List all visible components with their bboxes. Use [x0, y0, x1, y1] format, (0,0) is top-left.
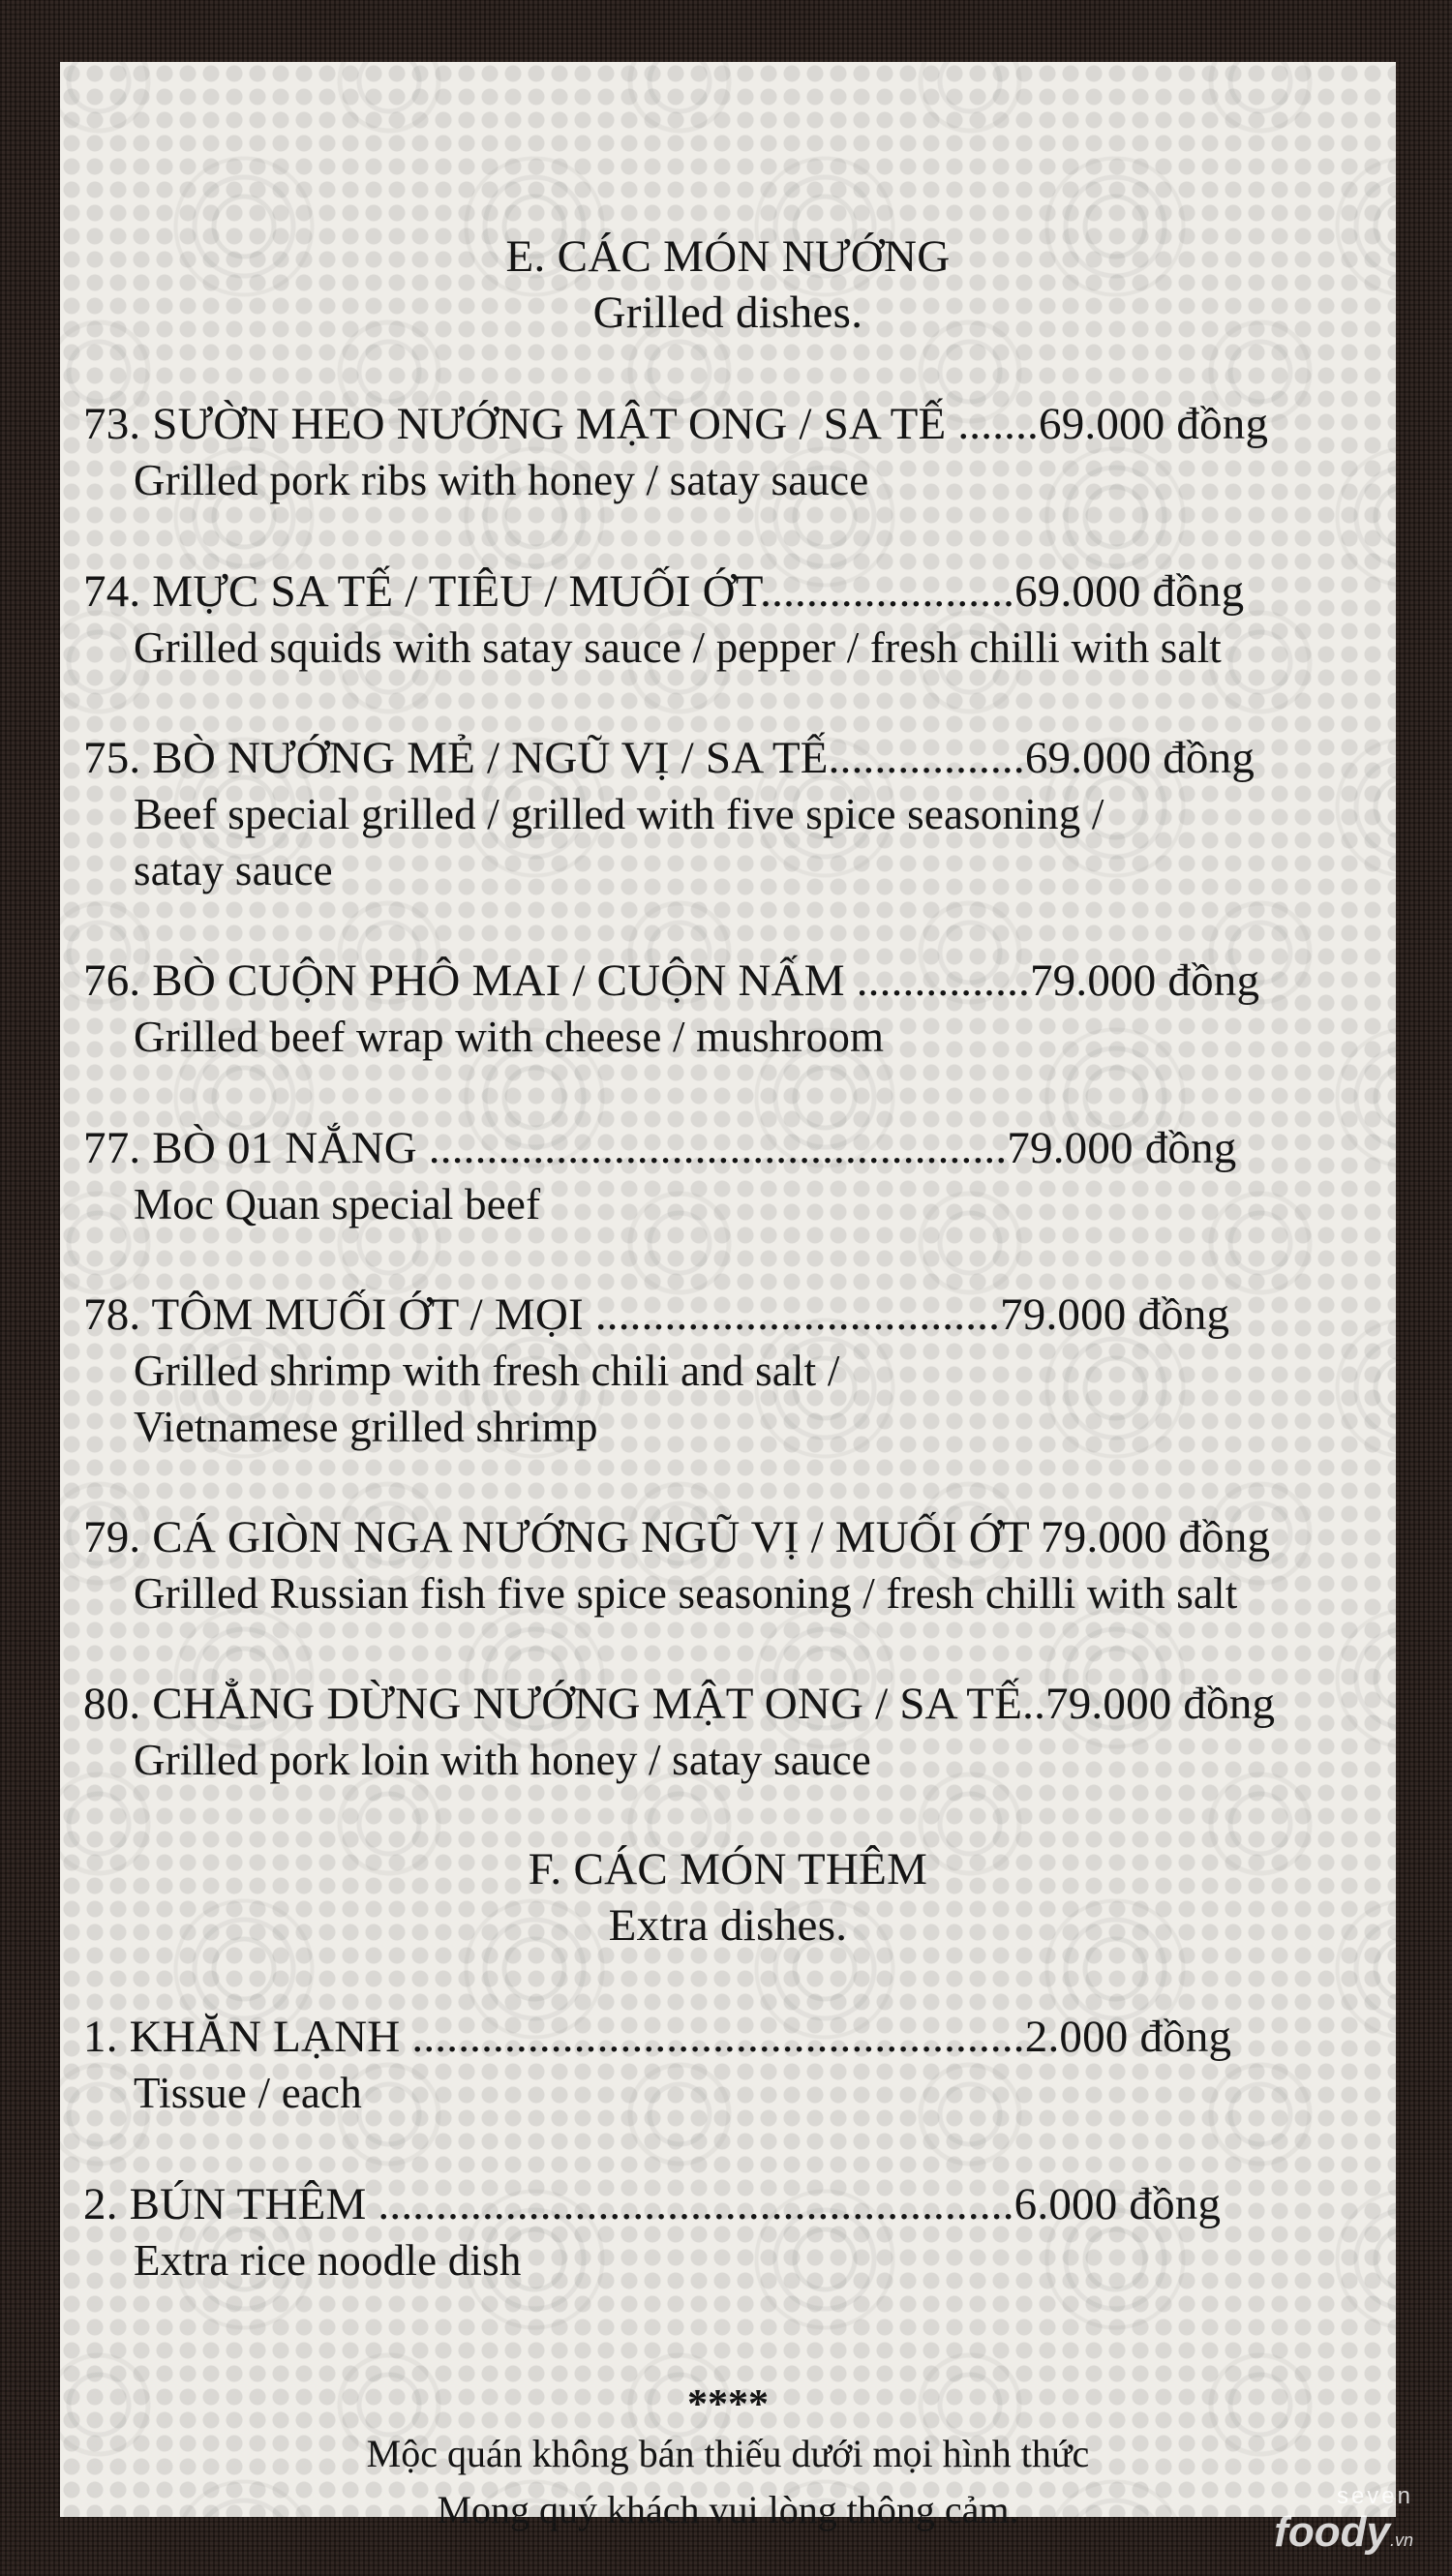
- item-name-price: 75. BÒ NƯỚNG MẺ / NGŨ VỊ / SA TẾ.................69.000 đồng: [83, 733, 1255, 783]
- watermark-foody: [1274, 2510, 1413, 2562]
- section-f-heading: [60, 1841, 1396, 1954]
- menu-item-78: [83, 1287, 1380, 1455]
- item-description: Beef special grilled / grilled with five spice seasoning /: [134, 790, 1104, 838]
- section-f-subtitle: Extra dishes.: [608, 1900, 848, 1951]
- item-description: Grilled pork loin with honey / satay sauce: [134, 1736, 871, 1784]
- item-name-price: 79. CÁ GIÒN NGA NƯỚNG NGŨ VỊ / MUỐI ỚT 79.000 đồng: [83, 1512, 1271, 1562]
- item-description: Grilled beef wrap with cheese / mushroom: [134, 1013, 885, 1061]
- menu-item-extra-2: [83, 2176, 1380, 2288]
- watermark-seven: seven: [1336, 2483, 1413, 2509]
- menu-page: [60, 62, 1396, 2531]
- footer-stars: ****: [687, 2382, 769, 2427]
- menu-item-80: [83, 1676, 1380, 1788]
- section-f-title: F. CÁC MÓN THÊM: [528, 1844, 928, 1894]
- item-description: Grilled squids with satay sauce / pepper / fresh chilli with salt: [134, 623, 1223, 672]
- item-name-price: 73. SƯỜN HEO NƯỚNG MẬT ONG / SA TẾ .......69.000 đồng: [83, 399, 1269, 449]
- item-name-price: 78. TÔM MUỐI ỚT / MỌI ...................................79.000 đồng: [83, 1289, 1230, 1340]
- item-description: Grilled pork ribs with honey / satay sauce: [134, 456, 869, 504]
- menu-item-76: [83, 953, 1380, 1065]
- footer-line-2: Mong quý khách vui lòng thông cảm.: [437, 2488, 1019, 2531]
- item-description: Tissue / each: [134, 2069, 362, 2117]
- menu-item-73: [83, 396, 1380, 508]
- item-name-price: 76. BÒ CUỘN PHÔ MAI / CUỘN NẤM ...............79.000 đồng: [83, 955, 1260, 1006]
- menu-item-74: [83, 563, 1380, 676]
- menu-item-77: [83, 1120, 1380, 1232]
- item-name-price: 1. KHĂN LẠNH .....................................................2.000 đồng: [83, 2012, 1232, 2062]
- item-name-price: 77. BÒ 01 NẮNG ..................................................79.000 đồng: [83, 1123, 1237, 1173]
- footer-note: [60, 2383, 1396, 2538]
- item-name-price: 2. BÚN THÊM .......................................................6.000 đồng: [83, 2179, 1222, 2229]
- section-e-title: E. CÁC MÓN NƯỚNG: [505, 231, 951, 282]
- footer-line-1: Mộc quán không bán thiếu dưới mọi hình thức: [366, 2432, 1090, 2475]
- item-description: Moc Quan special beef: [134, 1180, 541, 1228]
- watermark-foody-text: foody: [1274, 2508, 1390, 2556]
- item-description-cont: satay sauce: [134, 846, 333, 894]
- menu-item-79: [83, 1509, 1380, 1621]
- watermark-tld: .vn: [1389, 2531, 1413, 2550]
- menu-item-75: [83, 730, 1380, 898]
- menu-item-extra-1: [83, 2009, 1380, 2121]
- foody-watermark: [1274, 2483, 1413, 2562]
- section-e-subtitle: Grilled dishes.: [592, 288, 863, 338]
- item-description-cont: Vietnamese grilled shrimp: [134, 1403, 598, 1451]
- item-name-price: 74. MỰC SA TẾ / TIÊU / MUỐI ỚT......................69.000 đồng: [83, 566, 1245, 617]
- item-description: Grilled shrimp with fresh chili and salt /: [134, 1347, 840, 1395]
- item-name-price: 80. CHẲNG DỪNG NƯỚNG MẬT ONG / SA TẾ..79.000 đồng: [83, 1679, 1276, 1729]
- item-description: Extra rice noodle dish: [134, 2236, 522, 2285]
- section-e-heading: [60, 228, 1396, 341]
- item-description: Grilled Russian fish five spice seasoning / fresh chilli with salt: [134, 1569, 1238, 1618]
